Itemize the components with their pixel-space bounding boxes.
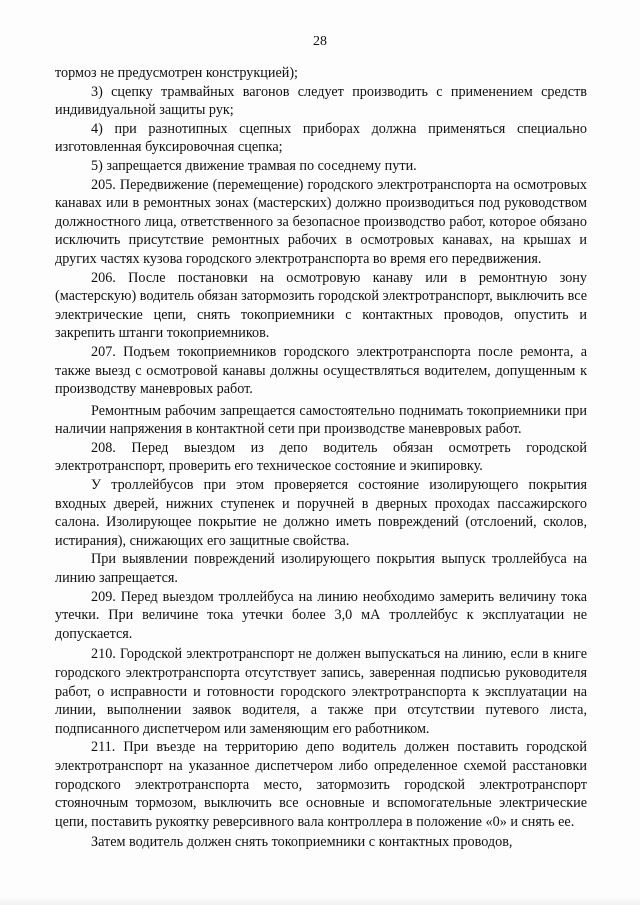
paragraph: Ремонтным рабочим запрещается самостоятельно поднимать токоприемники при наличии напряжения в контактной сети при производстве маневровых работ. (55, 402, 587, 438)
paragraph: Затем водитель должен снять токоприемники с контактных проводов, (91, 834, 513, 851)
document-body (55, 64, 587, 852)
paragraph: 4) при разнотипных сцепных приборах должна применяться специально изготовленная буксировочная сцепка; (55, 120, 587, 156)
paragraph: 207. Подъем токоприемников городского электротранспорта после ремонта, а также выезд с осмотровой канавы должны осуществляться водителем, допущенным к производству маневровых работ. (55, 343, 587, 398)
paragraph: У троллейбусов при этом проверяется состояние изолирующего покрытия входных дверей, нижних ступенек и поручней в дверных проходах пассажирского салона. Изолирующее покрытие не должно иметь повреждений (отслоений, сколов, истирания), снижающих его защитные свойства. (55, 477, 587, 549)
paragraph: 5) запрещается движение трамвая по соседнему пути. (91, 157, 417, 174)
paragraph: 206. После постановки на осмотровую канаву или в ремонтную зону (мастерскую) водитель обязан затормозить городской электротранспорт, выключить все электрические цепи, снять токоприемники с контактных проводов, опустить и закрепить штанги токоприемников. (55, 269, 587, 342)
paragraph: 205. Передвижение (перемещение) городского электротранспорта на осмотровых канавах или в ремонтных зонах (мастерских) должно производиться под руководством должностного лица, ответственного за безопасное производство работ, которое обязано исключить присутствие ремонтных рабочих в осмотровых канавах, на крышах и других частях кузова городского электротранспорта во время его передвижения. (55, 176, 587, 267)
paragraph: При выявлении повреждений изолирующего покрытия выпуск троллейбуса на линию запрещается. (55, 551, 587, 587)
page-number: 28 (313, 34, 327, 49)
scan-edge (0, 897, 640, 905)
paragraph: 210. Городской электротранспорт не должен выпускаться на линию, если в книге городского электротранспорта отсутствует запись, заверенная подписью руководителя работ, о исправности и готовности городского электротранспорта к эксплуатации на линии, выполнении заявок водителя, а также при отсутствии путевого листа, подписанного диспетчером или заменяющим его работником. (55, 646, 587, 737)
paragraph: 208. Перед выездом из депо водитель обязан осмотреть городской электротранспорт, проверить его техническое состояние и экипировку. (55, 439, 587, 475)
paragraph: тормоз не предусмотрен конструкцией); (55, 65, 299, 81)
paragraph: 3) сцепку трамвайных вагонов следует производить с применением средств индивидуальной защиты рук; (55, 83, 587, 119)
paragraph: 209. Перед выездом троллейбуса на линию необходимо замерить величину тока утечки. При величине тока утечки более 3,0 мА троллейбус к эксплуатации не допускается. (55, 588, 587, 642)
paragraph: 211. При въезде на территорию депо водитель должен поставить городской электротранспорт на указанное диспетчером либо определенное схемой расстановки городского электротранспорта место, затормозить городской электротранспорт стояночным тормозом, выключить все основные и вспомогательные электрические цепи, поставить рукоятку реверсивного вала контроллера в положение «0» и снять ее. (55, 739, 587, 830)
